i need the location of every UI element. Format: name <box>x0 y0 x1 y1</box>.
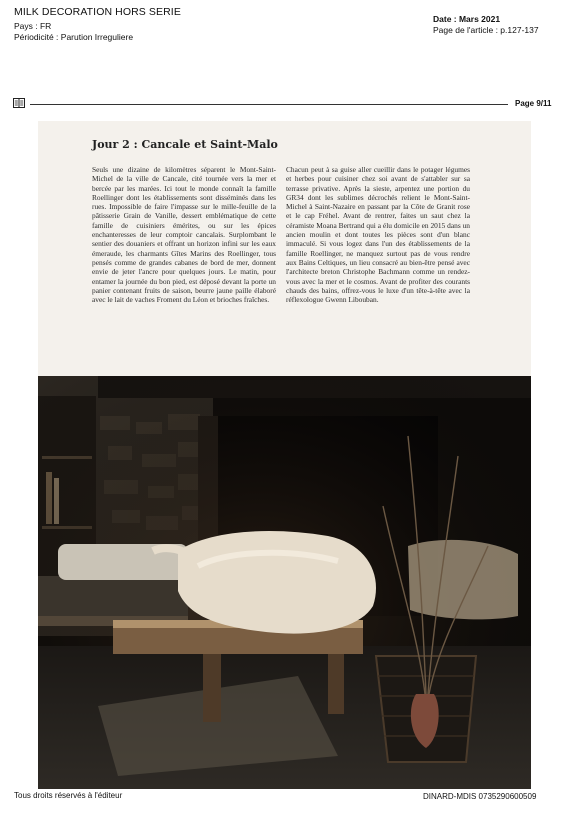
article-column-1: Seuls une dizaine de kilomètres séparent le Mont-Saint-Michel de la ville de Cancale, cité tournée vers la mer et bercée par les marées. Ici tout le monde connaît la famille Roellinger dont les établissements sont disséminés dans les rues. Impossible de faire l'impasse sur le mille-feuille de la pâtisserie Grain de Vanille, dessert emblématique de cette famille de cuisiniers émérites, ou sur les épices enchanteresses de leur comptoir cancalais. Surplombant le sentier des douaniers et offrant un horizon infini sur les eaux émeraude, les charmants Gîtes Marins des Roellinger, tous pensés comme de grandes cabanes de bord de mer, donnent envie de jeter l'ancre pour quelques jours. Le matin, pour entamer la journée du bon pied, est déposé devant la porte un panier contenant fruits de saison, beurre jaune paille élaboré avec le lait de vaches Froment du Léon et brioches fraîches. <box>92 165 276 305</box>
book-icon <box>13 98 25 108</box>
page-indicator: Page 9/11 <box>515 99 552 108</box>
document-reference: DINARD-MDIS 0735290600509 <box>423 792 537 801</box>
rights-notice: Tous droits réservés à l'éditeur <box>14 791 123 800</box>
country-line: Pays : FR <box>14 21 52 31</box>
periodicity-line: Périodicité : Parution Irreguliere <box>14 32 134 42</box>
article-title: Jour 2 : Cancale et Saint-Malo <box>92 138 278 151</box>
date-line: Date : Mars 2021 <box>433 14 501 24</box>
article-column-2: Chacun peut à sa guise aller cueillir dans le potager légumes et herbes pour cuisiner chez soi avant de s'attabler sur sa terrasse privative. Après la sieste, arpentez une portion du GR34 dont les sublimes décrochés relient le Mont-Saint-Michel à Saint-Nazaire en passant par la Côte de Granit rose et le cap Fréhel. Avant de rentrer, faites un saut chez la céramiste Moana Bertrand qui a élu domicile en 2015 dans un ancien moulin et dont toutes les pièces sont d'un blanc immaculé. Si vous logez dans l'un des établissements de la famille Roellinger, ne manquez surtout pas de vous rendre aux Bains Celtiques, un lieu consacré au bien-être pensé avec l'architecte breton Christophe Bachmann comme un rendez-vous avec la mer et le cosmos. Avant de profiter des courants chauds des bains, offrez-vous le luxe d'un tête-à-tête avec la réflexologue Gwenn Libouban. <box>286 165 470 305</box>
interior-photo-illustration <box>38 376 531 789</box>
magazine-clipping <box>38 121 531 789</box>
header-divider <box>30 104 508 105</box>
interior-photo <box>38 376 531 789</box>
publication-title: MILK DECORATION HORS SERIE <box>14 6 181 18</box>
article-pages-line: Page de l'article : p.127-137 <box>433 25 539 35</box>
